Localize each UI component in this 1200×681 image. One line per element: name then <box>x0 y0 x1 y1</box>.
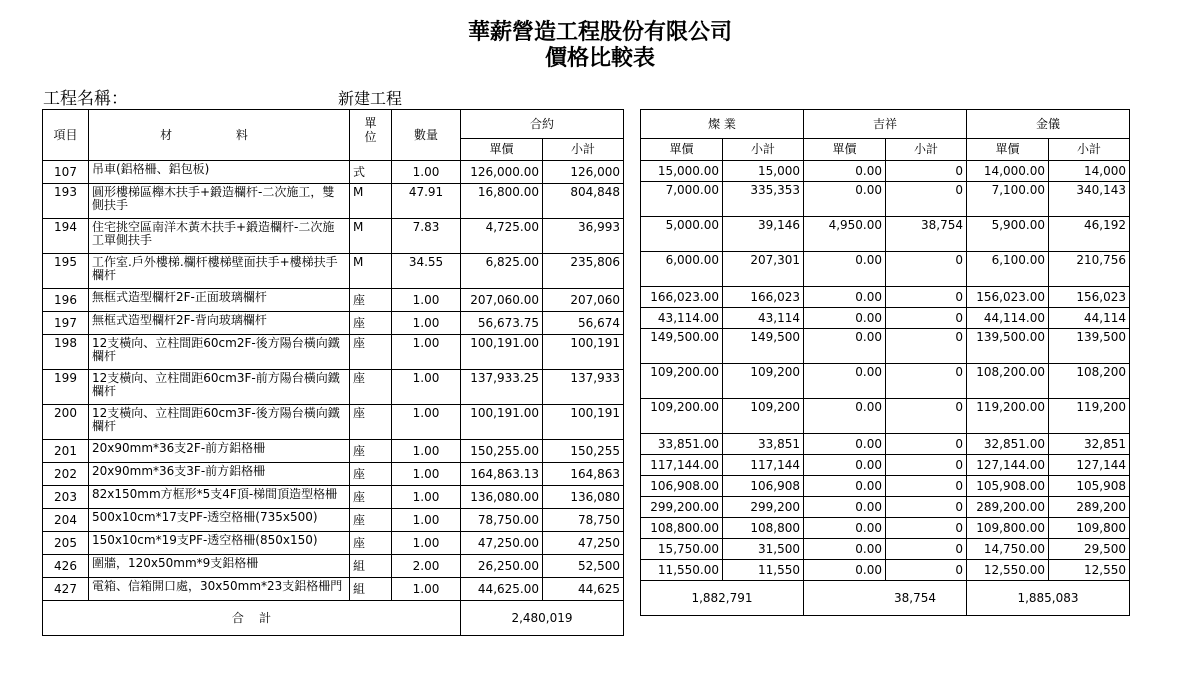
col-material-header: 材 料 <box>89 110 350 161</box>
table-row <box>43 219 624 254</box>
vendor-1-subtotal: 109,200 <box>723 399 804 434</box>
vendor-1-subtotal: 109,200 <box>723 364 804 399</box>
vendor-2-subtotal: 0 <box>886 182 967 217</box>
vendor-2-subtotal: 0 <box>886 287 967 308</box>
vendor-3-unit-price: 6,100.00 <box>967 252 1049 287</box>
vendor-table <box>640 109 1130 616</box>
vendor-2-price-header: 單價 <box>804 139 886 161</box>
vendor-2-unit-price: 0.00 <box>804 161 886 182</box>
vendor-3-subtotal: 156,023 <box>1049 287 1130 308</box>
contract-subtotal: 44,625 <box>543 578 624 601</box>
table-row <box>43 161 624 184</box>
vendor-1-subtotal: 39,146 <box>723 217 804 252</box>
vendor-2-unit-price: 0.00 <box>804 252 886 287</box>
vendor-3-unit-price: 109,800.00 <box>967 518 1049 539</box>
contract-subtotal: 47,250 <box>543 532 624 555</box>
contract-unit-price: 26,250.00 <box>461 555 543 578</box>
contract-subtotal: 150,255 <box>543 440 624 463</box>
vendor-3-unit-price: 139,500.00 <box>967 329 1049 364</box>
vendor-2-subtotal-header: 小計 <box>886 139 967 161</box>
contract-unit-price: 56,673.75 <box>461 312 543 335</box>
quantity: 1.00 <box>392 289 461 312</box>
material-name: 工作室.戶外樓梯.欄杆樓梯壁面扶手+樓梯扶手欄杆 <box>89 254 350 289</box>
col-contract-header: 合約 <box>461 110 624 139</box>
unit: 座 <box>350 532 392 555</box>
unit: 組 <box>350 578 392 601</box>
contract-unit-price: 100,191.00 <box>461 405 543 440</box>
contract-unit-price: 100,191.00 <box>461 335 543 370</box>
vendor-2-unit-price: 4,950.00 <box>804 217 886 252</box>
vendor-2-unit-price: 0.00 <box>804 560 886 581</box>
vendor-3-unit-price: 119,200.00 <box>967 399 1049 434</box>
quantity: 47.91 <box>392 184 461 219</box>
totals-label: 合 計 <box>43 601 461 636</box>
contract-unit-price: 4,725.00 <box>461 219 543 254</box>
col-item-header: 項目 <box>43 110 89 161</box>
contract-subtotal: 52,500 <box>543 555 624 578</box>
table-row <box>43 509 624 532</box>
contract-unit-price: 137,933.25 <box>461 370 543 405</box>
contract-subtotal: 235,806 <box>543 254 624 289</box>
vendor-3-subtotal: 105,908 <box>1049 476 1130 497</box>
item-no: 202 <box>43 463 89 486</box>
item-no: 198 <box>43 335 89 370</box>
table-row <box>641 476 1130 497</box>
quantity: 1.00 <box>392 312 461 335</box>
contract-subtotal: 100,191 <box>543 405 624 440</box>
item-no: 107 <box>43 161 89 184</box>
material-name: 住宅挑空區南洋木黃木扶手+鍛造欄杆-二次施工單側扶手 <box>89 219 350 254</box>
material-name: 無框式造型欄杆2F-正面玻璃欄杆 <box>89 289 350 312</box>
unit: 座 <box>350 312 392 335</box>
contract-unit-price: 136,080.00 <box>461 486 543 509</box>
vendor-1-header: 燦 業 <box>641 110 804 139</box>
table-row <box>641 434 1130 455</box>
table-row <box>641 252 1130 287</box>
material-name: 150x10cm*19支PF-透空格柵(850x150) <box>89 532 350 555</box>
table-row <box>43 335 624 370</box>
vendor-1-subtotal: 15,000 <box>723 161 804 182</box>
vendor-1-subtotal: 149,500 <box>723 329 804 364</box>
vendor-2-subtotal: 0 <box>886 161 967 182</box>
contract-subtotal: 126,000 <box>543 161 624 184</box>
vendor-2-subtotal: 0 <box>886 434 967 455</box>
contract-subtotal: 100,191 <box>543 335 624 370</box>
item-no: 196 <box>43 289 89 312</box>
contract-subtotal: 804,848 <box>543 184 624 219</box>
vendor-2-unit-price: 0.00 <box>804 497 886 518</box>
vendor-1-subtotal: 166,023 <box>723 287 804 308</box>
quantity: 1.00 <box>392 509 461 532</box>
material-name: 圍牆，120x50mm*9支鋁格柵 <box>89 555 350 578</box>
vendor-3-subtotal: 210,756 <box>1049 252 1130 287</box>
table-row <box>43 486 624 509</box>
quantity: 2.00 <box>392 555 461 578</box>
vendor-1-total: 1,882,791 <box>641 581 804 616</box>
vendor-3-subtotal: 32,851 <box>1049 434 1130 455</box>
project-label: 工程名稱： <box>43 89 128 109</box>
unit: M <box>350 254 392 289</box>
unit: 座 <box>350 289 392 312</box>
vendor-2-subtotal: 38,754 <box>886 217 967 252</box>
unit: 座 <box>350 405 392 440</box>
table-row <box>43 289 624 312</box>
material-name: 12支橫向、立柱間距60cm2F-後方陽台橫向鐵欄杆 <box>89 335 350 370</box>
vendor-1-subtotal: 43,114 <box>723 308 804 329</box>
unit: 座 <box>350 370 392 405</box>
vendor-2-subtotal: 0 <box>886 539 967 560</box>
table-row <box>641 217 1130 252</box>
vendor-3-subtotal: 46,192 <box>1049 217 1130 252</box>
vendor-1-unit-price: 166,023.00 <box>641 287 723 308</box>
vendor-1-subtotal: 335,353 <box>723 182 804 217</box>
table-row <box>641 182 1130 217</box>
vendor-2-unit-price: 0.00 <box>804 399 886 434</box>
vendor-2-subtotal: 0 <box>886 497 967 518</box>
contract-unit-price: 126,000.00 <box>461 161 543 184</box>
vendor-1-unit-price: 109,200.00 <box>641 364 723 399</box>
vendor-1-unit-price: 5,000.00 <box>641 217 723 252</box>
item-no: 201 <box>43 440 89 463</box>
item-no: 204 <box>43 509 89 532</box>
table-row <box>641 161 1130 182</box>
contract-unit-price: 6,825.00 <box>461 254 543 289</box>
item-no: 195 <box>43 254 89 289</box>
unit: 座 <box>350 486 392 509</box>
item-no: 203 <box>43 486 89 509</box>
quantity: 1.00 <box>392 335 461 370</box>
vendor-3-unit-price: 14,000.00 <box>967 161 1049 182</box>
col-contract-subtotal-header: 小計 <box>543 139 624 161</box>
quantity: 1.00 <box>392 440 461 463</box>
material-name: 電箱、信箱開口處，30x50mm*23支鋁格柵門 <box>89 578 350 601</box>
totals-row <box>43 601 624 636</box>
vendor-3-unit-price: 7,100.00 <box>967 182 1049 217</box>
vendor-3-subtotal: 44,114 <box>1049 308 1130 329</box>
vendor-3-unit-price: 127,144.00 <box>967 455 1049 476</box>
contract-subtotal: 78,750 <box>543 509 624 532</box>
col-unit-header: 單位 <box>350 110 392 161</box>
table-row <box>43 405 624 440</box>
vendor-3-subtotal: 127,144 <box>1049 455 1130 476</box>
quantity: 34.55 <box>392 254 461 289</box>
vendor-2-unit-price: 0.00 <box>804 287 886 308</box>
vendor-2-subtotal: 0 <box>886 560 967 581</box>
table-row <box>43 555 624 578</box>
unit: 座 <box>350 335 392 370</box>
col-qty-header: 數量 <box>392 110 461 161</box>
vendor-3-header: 金儀 <box>967 110 1130 139</box>
material-name: 500x10cm*17支PF-透空格柵(735x500) <box>89 509 350 532</box>
vendor-3-subtotal: 29,500 <box>1049 539 1130 560</box>
vendor-3-subtotal: 14,000 <box>1049 161 1130 182</box>
vendor-1-price-header: 單價 <box>641 139 723 161</box>
vendor-1-subtotal: 117,144 <box>723 455 804 476</box>
material-name: 吊車(鋁格柵、鋁包板) <box>89 161 350 184</box>
contract-subtotal: 36,993 <box>543 219 624 254</box>
table-row <box>43 254 624 289</box>
material-name: 20x90mm*36支2F-前方鋁格柵 <box>89 440 350 463</box>
material-name: 無框式造型欄杆2F-背向玻璃欄杆 <box>89 312 350 335</box>
vendor-3-subtotal: 12,550 <box>1049 560 1130 581</box>
table-row <box>43 440 624 463</box>
quantity: 1.00 <box>392 486 461 509</box>
item-no: 427 <box>43 578 89 601</box>
contract-subtotal: 136,080 <box>543 486 624 509</box>
vendor-2-unit-price: 0.00 <box>804 476 886 497</box>
contract-unit-price: 78,750.00 <box>461 509 543 532</box>
vendor-2-subtotal: 0 <box>886 399 967 434</box>
table-row <box>641 308 1130 329</box>
vendor-1-subtotal: 11,550 <box>723 560 804 581</box>
material-name: 20x90mm*36支3F-前方鋁格柵 <box>89 463 350 486</box>
vendor-2-unit-price: 0.00 <box>804 434 886 455</box>
vendor-3-unit-price: 12,550.00 <box>967 560 1049 581</box>
table-row <box>43 312 624 335</box>
vendor-2-unit-price: 0.00 <box>804 329 886 364</box>
table-row <box>641 539 1130 560</box>
vendor-3-unit-price: 105,908.00 <box>967 476 1049 497</box>
vendor-1-subtotal: 31,500 <box>723 539 804 560</box>
quantity: 1.00 <box>392 161 461 184</box>
contract-subtotal: 56,674 <box>543 312 624 335</box>
item-no: 197 <box>43 312 89 335</box>
table-row <box>641 497 1130 518</box>
document-title: 價格比較表 <box>544 45 655 71</box>
unit: 組 <box>350 555 392 578</box>
table-row <box>43 184 624 219</box>
table-row <box>43 532 624 555</box>
vendor-1-subtotal: 207,301 <box>723 252 804 287</box>
table-row <box>641 399 1130 434</box>
contract-unit-price: 164,863.13 <box>461 463 543 486</box>
vendor-1-subtotal: 299,200 <box>723 497 804 518</box>
table-row <box>641 518 1130 539</box>
vendor-3-subtotal: 109,800 <box>1049 518 1130 539</box>
company-name: 華薪營造工程股份有限公司 <box>467 19 732 45</box>
vendor-1-subtotal: 33,851 <box>723 434 804 455</box>
contract-subtotal: 164,863 <box>543 463 624 486</box>
item-no: 205 <box>43 532 89 555</box>
table-row <box>641 364 1130 399</box>
vendor-3-total: 1,885,083 <box>967 581 1130 616</box>
table-row <box>43 463 624 486</box>
vendor-1-unit-price: 11,550.00 <box>641 560 723 581</box>
vendor-3-subtotal: 119,200 <box>1049 399 1130 434</box>
vendor-2-subtotal: 0 <box>886 518 967 539</box>
vendor-3-unit-price: 289,200.00 <box>967 497 1049 518</box>
vendor-1-subtotal: 108,800 <box>723 518 804 539</box>
totals-row <box>641 581 1130 616</box>
vendor-1-subtotal-header: 小計 <box>723 139 804 161</box>
vendor-3-price-header: 單價 <box>967 139 1049 161</box>
material-name: 12支橫向、立柱間距60cm3F-後方陽台橫向鐵欄杆 <box>89 405 350 440</box>
vendor-2-unit-price: 0.00 <box>804 308 886 329</box>
vendor-1-unit-price: 109,200.00 <box>641 399 723 434</box>
item-no: 200 <box>43 405 89 440</box>
table-row <box>641 560 1130 581</box>
vendor-1-unit-price: 33,851.00 <box>641 434 723 455</box>
quantity: 1.00 <box>392 370 461 405</box>
vendor-1-unit-price: 117,144.00 <box>641 455 723 476</box>
contract-unit-price: 207,060.00 <box>461 289 543 312</box>
contract-subtotal: 207,060 <box>543 289 624 312</box>
vendor-1-unit-price: 106,908.00 <box>641 476 723 497</box>
unit: 座 <box>350 440 392 463</box>
vendor-1-unit-price: 6,000.00 <box>641 252 723 287</box>
material-name: 82x150mm方框形*5支4F頂-梯間頂造型格柵 <box>89 486 350 509</box>
table-row <box>43 370 624 405</box>
item-no: 194 <box>43 219 89 254</box>
vendor-2-unit-price: 0.00 <box>804 455 886 476</box>
project-name: 新建工程 <box>338 89 403 108</box>
contract-total: 2,480,019 <box>461 601 624 636</box>
vendor-3-subtotal: 139,500 <box>1049 329 1130 364</box>
vendor-2-subtotal: 0 <box>886 455 967 476</box>
vendor-1-unit-price: 43,114.00 <box>641 308 723 329</box>
unit: 座 <box>350 463 392 486</box>
quantity: 1.00 <box>392 532 461 555</box>
quantity: 1.00 <box>392 578 461 601</box>
item-no: 193 <box>43 184 89 219</box>
contract-unit-price: 47,250.00 <box>461 532 543 555</box>
unit: M <box>350 184 392 219</box>
contract-table <box>42 109 624 636</box>
vendor-3-unit-price: 14,750.00 <box>967 539 1049 560</box>
vendor-2-subtotal: 0 <box>886 252 967 287</box>
contract-unit-price: 16,800.00 <box>461 184 543 219</box>
vendor-3-subtotal: 108,200 <box>1049 364 1130 399</box>
vendor-3-unit-price: 44,114.00 <box>967 308 1049 329</box>
quantity: 7.83 <box>392 219 461 254</box>
vendor-2-subtotal: 0 <box>886 329 967 364</box>
vendor-2-header: 吉祥 <box>804 110 967 139</box>
table-row <box>641 329 1130 364</box>
unit: 座 <box>350 509 392 532</box>
material-name: 12支橫向、立柱間距60cm3F-前方陽台橫向鐵欄杆 <box>89 370 350 405</box>
contract-unit-price: 44,625.00 <box>461 578 543 601</box>
vendor-3-unit-price: 156,023.00 <box>967 287 1049 308</box>
vendor-2-unit-price: 0.00 <box>804 539 886 560</box>
vendor-2-total: 38,754 <box>804 581 967 616</box>
vendor-1-unit-price: 299,200.00 <box>641 497 723 518</box>
vendor-1-subtotal: 106,908 <box>723 476 804 497</box>
vendor-3-subtotal-header: 小計 <box>1049 139 1130 161</box>
unit: M <box>350 219 392 254</box>
vendor-3-unit-price: 108,200.00 <box>967 364 1049 399</box>
vendor-2-subtotal: 0 <box>886 364 967 399</box>
quantity: 1.00 <box>392 463 461 486</box>
item-no: 199 <box>43 370 89 405</box>
vendor-1-unit-price: 15,750.00 <box>641 539 723 560</box>
vendor-2-unit-price: 0.00 <box>804 364 886 399</box>
table-row <box>641 455 1130 476</box>
vendor-1-unit-price: 108,800.00 <box>641 518 723 539</box>
unit: 式 <box>350 161 392 184</box>
vendor-2-subtotal: 0 <box>886 308 967 329</box>
vendor-1-unit-price: 15,000.00 <box>641 161 723 182</box>
table-row <box>641 287 1130 308</box>
vendor-3-unit-price: 5,900.00 <box>967 217 1049 252</box>
contract-unit-price: 150,255.00 <box>461 440 543 463</box>
quantity: 1.00 <box>392 405 461 440</box>
col-contract-price-header: 單價 <box>461 139 543 161</box>
contract-subtotal: 137,933 <box>543 370 624 405</box>
vendor-1-unit-price: 149,500.00 <box>641 329 723 364</box>
vendor-2-subtotal: 0 <box>886 476 967 497</box>
item-no: 426 <box>43 555 89 578</box>
material-name: 圓形樓梯區櫸木扶手+鍛造欄杆-二次施工，雙側扶手 <box>89 184 350 219</box>
vendor-2-unit-price: 0.00 <box>804 182 886 217</box>
vendor-1-unit-price: 7,000.00 <box>641 182 723 217</box>
table-row <box>43 578 624 601</box>
vendor-2-unit-price: 0.00 <box>804 518 886 539</box>
vendor-3-unit-price: 32,851.00 <box>967 434 1049 455</box>
vendor-3-subtotal: 289,200 <box>1049 497 1130 518</box>
vendor-3-subtotal: 340,143 <box>1049 182 1130 217</box>
